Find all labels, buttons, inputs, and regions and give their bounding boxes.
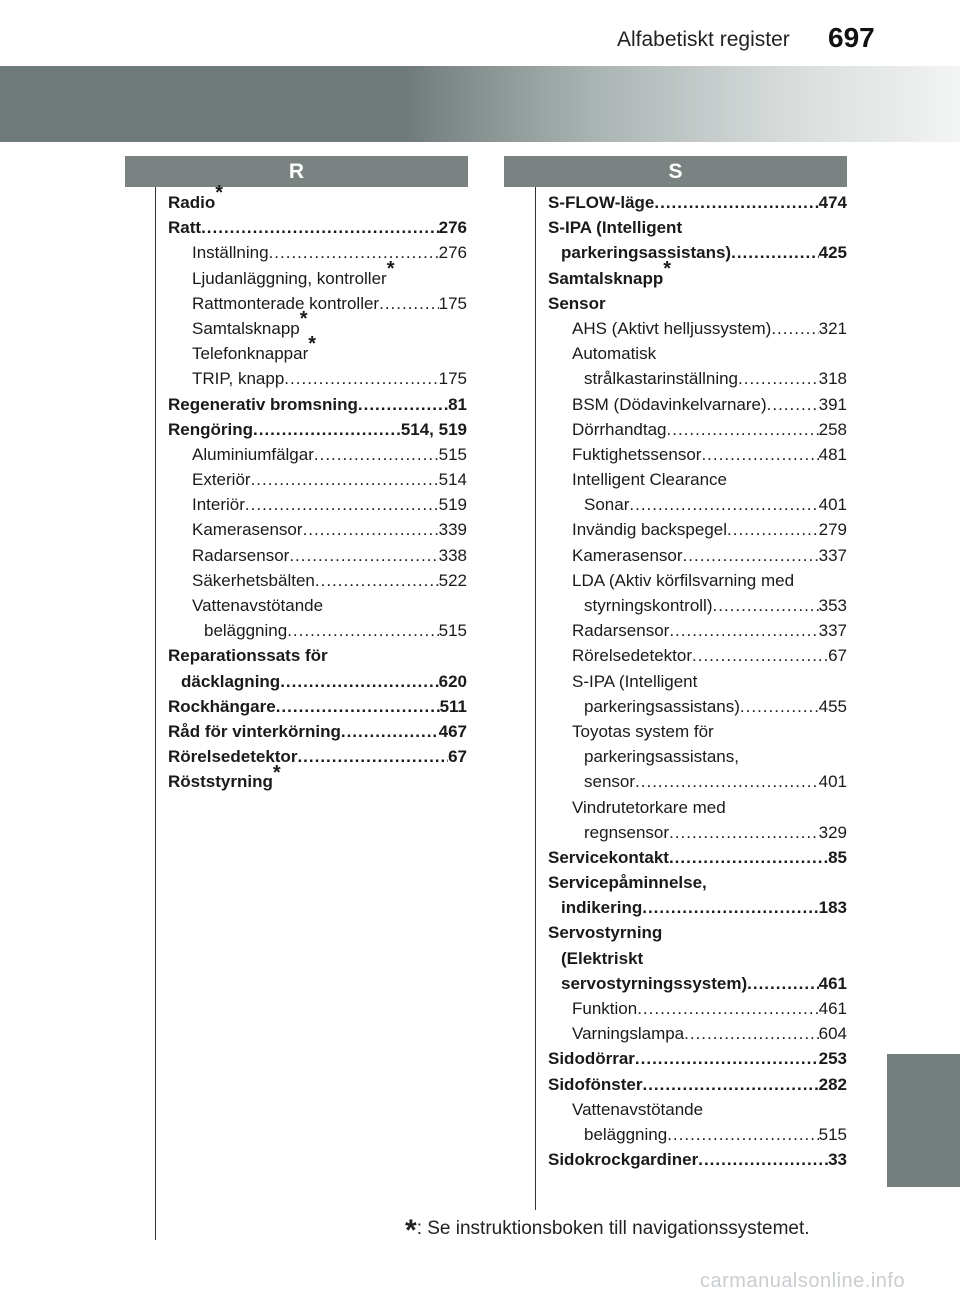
dot-leader: [303, 517, 439, 542]
index-entry-page: 175: [438, 369, 467, 389]
index-entry: [168, 182, 467, 215]
index-entry: [168, 417, 467, 442]
dot-leader: [669, 820, 819, 845]
index-entry-page: 514, 519: [400, 419, 467, 439]
index-entry: [168, 744, 467, 769]
index-entry-term: däcklagning: [181, 671, 281, 691]
index-column-s: [548, 190, 847, 1172]
index-entry-page: 519: [438, 495, 467, 515]
index-entry-term: Samtalsknapp: [192, 318, 300, 338]
index-entry: [168, 291, 467, 316]
index-entry-page: 321: [818, 318, 847, 338]
index-entry-term: S-IPA (Intelligent: [572, 671, 698, 691]
dot-leader: [315, 568, 439, 593]
index-entry: [548, 996, 847, 1021]
dot-leader: [701, 442, 818, 467]
index-entry-page: 514: [438, 470, 467, 490]
section-header-r: R: [125, 156, 468, 187]
index-entry-term: Samtalsknapp: [548, 268, 664, 288]
index-entry: [168, 618, 467, 643]
index-entry: [168, 442, 467, 467]
index-entry: [548, 190, 847, 215]
index-entry: [168, 366, 467, 391]
index-entry: [168, 517, 467, 542]
asterisk-marker: *: [308, 333, 317, 356]
index-entry-term: Rörelsedetektor: [572, 646, 693, 666]
dot-leader: [731, 240, 819, 265]
index-entry-term: S-IPA (Intelligent: [548, 218, 683, 238]
index-entry-term: Aluminiumfälgar: [192, 444, 314, 464]
index-entry-page: 522: [438, 570, 467, 590]
dot-leader: [667, 417, 819, 442]
dot-leader: [635, 769, 819, 794]
index-entry-term: BSM (Dödavinkelvarnare): [572, 394, 767, 414]
index-entry: [548, 643, 847, 668]
index-entry-page: 337: [818, 545, 847, 565]
index-entry: [168, 643, 467, 668]
dot-leader: [767, 392, 819, 417]
dot-leader: [747, 971, 818, 996]
index-entry: [548, 870, 847, 895]
index-entry: [168, 215, 467, 240]
index-entry-page: 401: [818, 495, 847, 515]
index-entry-term: Invändig backspegel: [572, 520, 728, 540]
index-entry-page: 339: [438, 520, 467, 540]
index-entry-page: 515: [438, 621, 467, 641]
index-entry-term: Ratt: [168, 218, 202, 238]
dot-leader: [692, 643, 828, 668]
asterisk-marker: *: [272, 761, 281, 784]
index-entry-term: Radarsensor: [572, 621, 670, 641]
index-entry-page: 276: [438, 243, 467, 263]
index-entry-term: Sensor: [548, 293, 606, 313]
index-entry: [548, 694, 847, 719]
index-entry: [168, 761, 467, 794]
index-entry: [548, 593, 847, 618]
index-entry-term: parkeringsassistans,: [584, 747, 739, 767]
index-entry-term: Kamerasensor: [192, 520, 303, 540]
index-entry: [548, 795, 847, 820]
index-entry-page: 258: [818, 419, 847, 439]
index-entry-term: Funktion: [572, 999, 638, 1018]
asterisk-marker: *: [663, 257, 672, 280]
index-entry: [548, 392, 847, 417]
index-entry: [548, 669, 847, 694]
index-entry-term: Ljudanläggning, kontroller: [192, 268, 387, 288]
index-entry-page: 253: [818, 1049, 847, 1069]
index-entry: [548, 845, 847, 870]
index-entry: [548, 240, 847, 265]
index-entry-term: Varningslampa: [572, 1024, 685, 1044]
index-entry: [548, 291, 847, 316]
index-entry: [548, 316, 847, 341]
index-entry-page: 276: [438, 218, 467, 238]
index-entry-page: 481: [818, 444, 847, 464]
index-entry-term: styrningskontroll): [584, 596, 713, 615]
index-entry-term: Exteriör: [192, 470, 251, 490]
index-entry-term: indikering: [561, 898, 643, 918]
index-entry-page: 425: [818, 243, 847, 263]
index-entry: [548, 820, 847, 845]
index-entry: [548, 946, 847, 971]
index-entry-term: Radio: [168, 193, 216, 212]
dot-leader: [629, 492, 818, 517]
index-entry: [168, 257, 467, 291]
dot-leader: [713, 593, 819, 618]
index-entry: [548, 417, 847, 442]
index-entry-term: beläggning: [584, 1124, 668, 1144]
index-entry-term: (Elektriskt: [561, 948, 644, 968]
dot-leader: [280, 669, 438, 694]
index-entry-term: Servostyrning: [548, 923, 663, 943]
dot-leader: [727, 517, 819, 542]
index-entry: [548, 568, 847, 593]
index-entry-term: Regenerativ bromsning: [168, 394, 358, 414]
index-entry: [548, 719, 847, 744]
dot-leader: [635, 1046, 819, 1071]
index-entry-page: 183: [818, 898, 847, 918]
index-entry: [548, 971, 847, 996]
index-entry-page: 33: [828, 1150, 847, 1170]
index-entry: [548, 257, 847, 291]
index-entry: [168, 333, 467, 366]
footnote-asterisk: *: [405, 1214, 417, 1247]
dot-leader: [637, 996, 818, 1021]
index-entry-page: 175: [438, 293, 467, 313]
dot-leader: [251, 467, 439, 492]
dot-leader: [642, 895, 818, 920]
index-entry-term: Radarsensor: [192, 545, 290, 565]
index-entry-page: 329: [818, 822, 847, 842]
index-entry-page: 391: [818, 394, 847, 414]
index-entry: [168, 568, 467, 593]
index-entry: [548, 517, 847, 542]
index-entry-page: 353: [818, 596, 847, 615]
dot-leader: [738, 366, 819, 391]
index-entry-term: Servicepåminnelse,: [548, 873, 707, 893]
dot-leader: [667, 1122, 818, 1147]
index-entry: [168, 392, 467, 417]
index-entry-term: Reparationssats för: [168, 646, 328, 666]
index-entry: [168, 694, 467, 719]
index-entry: [548, 366, 847, 391]
index-entry: [548, 618, 847, 643]
asterisk-marker: *: [299, 308, 308, 331]
index-entry: [548, 1046, 847, 1071]
asterisk-marker: *: [215, 182, 224, 205]
index-entry-page: 401: [818, 772, 847, 792]
index-entry-term: S-FLOW-läge: [548, 193, 655, 212]
asterisk-marker: *: [386, 257, 395, 280]
index-entry-term: Vattenavstötande: [192, 596, 324, 615]
index-entry-term: Interiör: [192, 495, 245, 515]
dot-leader: [654, 190, 818, 215]
index-entry: [548, 1072, 847, 1097]
dot-leader: [287, 618, 438, 643]
index-entry-term: Toyotas system för: [572, 721, 714, 741]
index-entry: [168, 492, 467, 517]
dot-leader: [379, 291, 439, 316]
dot-leader: [684, 1021, 818, 1046]
dot-leader: [245, 492, 439, 517]
index-entry-term: Sidokrockgardiner: [548, 1150, 699, 1170]
index-entry-page: 620: [438, 671, 467, 691]
index-entry-term: Dörrhandtag: [572, 419, 667, 439]
dot-leader: [289, 543, 438, 568]
dot-leader: [201, 215, 439, 240]
dot-leader: [740, 694, 819, 719]
index-entry: [548, 1147, 847, 1172]
index-entry-term: Rattmonterade kontroller: [192, 293, 380, 313]
page-title: Alfabetiskt register: [617, 28, 790, 51]
index-entry-term: Sidofönster: [548, 1074, 643, 1094]
index-entry-term: Vindrutetorkare med: [572, 797, 726, 817]
index-entry-page: 67: [828, 646, 847, 666]
index-entry-term: Vattenavstötande: [572, 1099, 704, 1119]
index-entry: [168, 543, 467, 568]
index-entry: [548, 1097, 847, 1122]
index-entry-term: servostyrningssystem): [561, 973, 748, 993]
index-entry-term: Rockhängare: [168, 696, 276, 716]
index-entry-page: 85: [828, 847, 847, 867]
index-entry-page: 81: [448, 394, 467, 414]
index-entry-page: 67: [448, 747, 467, 767]
section-header-s: S: [504, 156, 847, 187]
index-entry: [548, 1122, 847, 1147]
index-entry-page: 455: [818, 696, 847, 716]
index-entry: [168, 719, 467, 744]
dot-leader: [276, 694, 440, 719]
page-number: 697: [828, 22, 875, 53]
index-entry: [548, 920, 847, 945]
index-entry-page: 282: [818, 1074, 847, 1094]
index-entry-page: 461: [818, 973, 847, 993]
index-entry-page: 604: [818, 1024, 847, 1044]
index-entry-term: Kamerasensor: [572, 545, 683, 565]
dot-leader: [771, 316, 818, 341]
index-entry-term: parkeringsassistans): [584, 696, 740, 716]
index-entry-term: Servicekontakt: [548, 847, 669, 867]
index-entry-term: Automatisk: [572, 344, 657, 364]
index-entry: [168, 240, 467, 265]
index-entry-term: Rengöring: [168, 419, 253, 439]
dot-leader: [358, 392, 448, 417]
index-entry-term: Rörelsedetektor: [168, 747, 298, 767]
index-entry: [548, 769, 847, 794]
index-entry-term: Inställning: [192, 243, 269, 263]
index-entry-term: Intelligent Clearance: [572, 470, 727, 490]
dot-leader: [642, 1072, 818, 1097]
index-entry-term: TRIP, knapp: [192, 369, 285, 389]
dot-leader: [253, 417, 401, 442]
index-entry: [168, 467, 467, 492]
index-entry-page: 338: [438, 545, 467, 565]
index-entry-page: 467: [438, 721, 467, 741]
dot-leader: [669, 845, 828, 870]
dot-leader: [269, 240, 439, 265]
index-entry-term: parkeringsassistans): [561, 243, 732, 263]
index-entry-term: strålkastarinställning: [584, 369, 739, 389]
index-entry-term: AHS (Aktivt helljussystem): [572, 318, 772, 338]
index-entry: [548, 492, 847, 517]
index-entry-page: 474: [818, 193, 847, 212]
index-entry: [548, 442, 847, 467]
index-entry: [548, 215, 847, 240]
index-entry-page: 318: [818, 369, 847, 389]
index-entry: [548, 895, 847, 920]
index-entry-term: Säkerhetsbälten: [192, 570, 315, 590]
index-entry-term: Sonar: [584, 495, 630, 515]
index-entry: [168, 593, 467, 618]
index-entry-page: 337: [818, 621, 847, 641]
index-entry: [548, 543, 847, 568]
dot-leader: [683, 543, 819, 568]
dot-leader: [284, 366, 438, 391]
index-entry-term: Råd för vinterkörning: [168, 721, 341, 741]
dot-leader: [297, 744, 448, 769]
index-entry: [548, 467, 847, 492]
index-entry: [548, 341, 847, 366]
index-entry-term: Fuktighetssensor: [572, 444, 702, 464]
index-entry-term: beläggning: [204, 621, 288, 641]
index-entry: [548, 744, 847, 769]
index-entry: [548, 1021, 847, 1046]
footnote: [405, 1208, 810, 1247]
index-entry-term: sensor: [584, 772, 636, 792]
chapter-tab-marker: [887, 1054, 960, 1187]
column-rule-right: [535, 187, 536, 1210]
index-entry: [168, 669, 467, 694]
dot-leader: [669, 618, 818, 643]
header-band: [0, 66, 960, 142]
index-entry-page: 515: [818, 1124, 847, 1144]
index-entry-page: 511: [439, 696, 467, 716]
index-entry-page: 461: [818, 999, 847, 1018]
dot-leader: [698, 1147, 828, 1172]
index-entry-term: Telefonknappar: [192, 344, 309, 364]
index-entry-term: Sidodörrar: [548, 1049, 635, 1069]
dot-leader: [341, 719, 439, 744]
index-entry-page: 515: [438, 444, 467, 464]
index-entry-page: 279: [818, 520, 847, 540]
footnote-text: : Se instruktionsboken till navigationssystemet.: [416, 1218, 810, 1239]
watermark: carmanualsonline.info: [700, 1270, 906, 1292]
index-entry-term: LDA (Aktiv körfilsvarning med: [572, 570, 795, 590]
dot-leader: [314, 442, 439, 467]
index-entry-term: regnsensor: [584, 822, 670, 842]
index-entry-term: Röststyrning: [168, 772, 273, 792]
index-entry: [168, 308, 467, 341]
column-rule-left: [155, 187, 156, 1240]
index-column-r: [168, 182, 467, 795]
